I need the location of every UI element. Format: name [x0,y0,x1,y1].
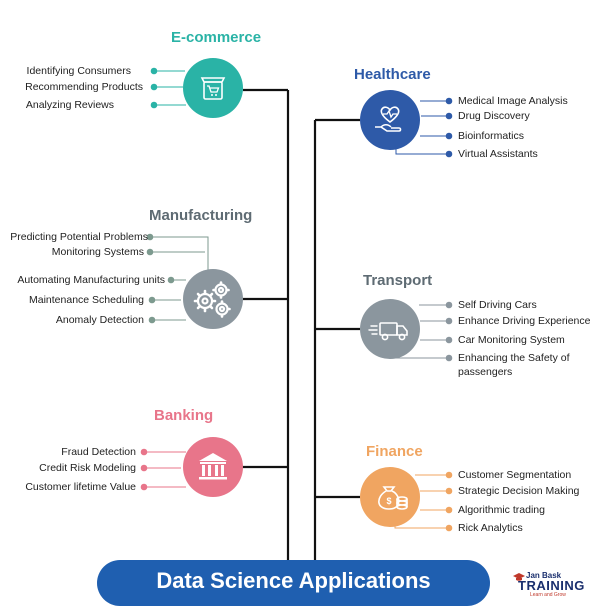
ecommerce-circle [183,58,243,118]
banking-item: Fraud Detection [61,446,136,458]
transport-item: Self Driving Cars [458,299,537,311]
finance-item: Algorithmic trading [458,504,545,516]
footer-banner: Data Science Applications [97,560,490,606]
ecommerce-item: Analyzing Reviews [25,99,114,111]
ecommerce-item: Identifying Consumers [26,65,131,77]
finance-item: Customer Segmentation [458,469,572,481]
healthcare-item: Virtual Assistants [458,148,538,160]
healthcare-title: Healthcare [354,66,431,83]
janbask-logo [512,571,598,599]
transport-item: Car Monitoring System [458,334,565,346]
banking-circle [183,437,243,497]
logo-main-text: TRAINING [518,578,585,593]
bank-icon [183,437,243,497]
healthcare-item: Bioinformatics [458,130,524,142]
manufacturing-item: Predicting Potential Problems [10,231,148,243]
gears-icon [183,269,243,329]
manufacturing-item: Automating Manufacturing units [17,274,165,286]
banking-item: Credit Risk Modeling [39,462,136,474]
healthcare-circle [360,90,420,150]
finance-item: Rick Analytics [458,522,523,534]
banking-item: Customer lifetime Value [25,481,136,493]
transport-item: passengers [458,366,513,378]
heart-hand-icon [360,90,420,150]
transport-item: Enhance Driving Experience [458,315,591,327]
truck-icon [360,299,420,359]
logo-sub-text: Learn and Grow [530,592,566,598]
finance-circle [360,467,420,527]
manufacturing-circle [183,269,243,329]
finance-title: Finance [366,443,423,460]
healthcare-item: Medical Image Analysis [458,95,568,107]
money-bag-icon [360,467,420,527]
manufacturing-item: Maintenance Scheduling [29,294,144,306]
manufacturing-item: Anomaly Detection [55,314,144,326]
manufacturing-item: Monitoring Systems [51,246,144,258]
svg-text:$: $ [386,496,392,506]
banking-title: Banking [154,407,214,424]
manufacturing-title: Manufacturing [149,207,253,224]
ecommerce-title: E-commerce [171,29,262,46]
healthcare-item: Drug Discovery [458,110,530,122]
ecommerce-item: Recommending Products [25,81,143,93]
transport-item: Enhancing the Safety of [458,352,570,364]
logo-top-text: Jan Bask [526,571,562,580]
finance-item: Strategic Decision Making [458,485,580,497]
shopping-cart-icon [183,58,243,118]
transport-circle [360,299,420,359]
transport-title: Transport [363,272,433,289]
